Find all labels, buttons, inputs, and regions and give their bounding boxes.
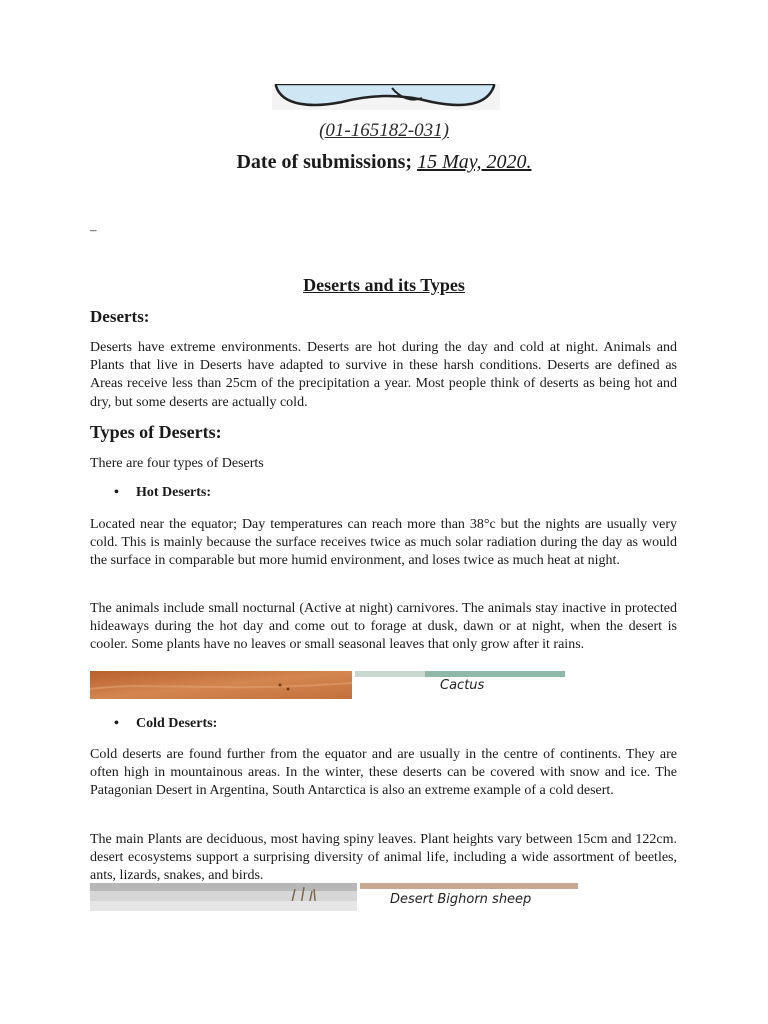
cold-deserts-label: Cold Deserts: (136, 716, 218, 731)
hot-deserts-label: Hot Deserts: (136, 485, 212, 500)
date-label: Date of submissions; (236, 151, 413, 173)
types-heading: Types of Deserts: (90, 422, 222, 442)
cold-desert-snow-image (90, 883, 357, 911)
deserts-heading: Deserts: (90, 307, 150, 326)
submission-date (0, 151, 768, 174)
bullet-icon: • (114, 716, 119, 731)
logo-banner-icon (272, 84, 500, 110)
hot-desert-sand-image (90, 671, 352, 699)
cold-deserts-paragraph-1: Cold deserts are found further from the equator and are usually in the centre of continents. They are often high in mountainous areas. In the winter, these deserts can be covered with snow and ice. The Patagonian Desert in Argentina, South Antarctica is also an extreme example of a cold desert. (90, 747, 677, 799)
types-intro: There are four types of Deserts (90, 456, 264, 471)
stray-dash: – (90, 222, 97, 237)
cactus-image (355, 671, 565, 699)
cactus-caption: Cactus (440, 678, 485, 693)
hot-deserts-bullet (114, 485, 211, 501)
bighorn-sheep-caption: Desert Bighorn sheep (390, 892, 532, 907)
cold-deserts-bullet (114, 716, 217, 732)
document-title: Deserts and its Types (303, 275, 465, 295)
registration-number: (01-165182-031) (319, 120, 449, 141)
university-logo (272, 84, 500, 110)
bullet-icon: • (114, 485, 119, 500)
cold-deserts-paragraph-2: The main Plants are deciduous, most having spiny leaves. Plant heights vary between 15cm and 122cm. desert ecosystems support a surprising diversity of animal life, including a wide assortment of beetles, ants, lizards, snakes, and birds. (90, 832, 677, 884)
hot-deserts-paragraph-1: Located near the equator; Day temperatures can reach more than 38°c but the nights are usually very cold. This is mainly because the surface receives twice as much solar radiation during the day as would the surface in comparable but more humid environment, and loses twice as much heat at night. (90, 517, 677, 569)
bighorn-sheep-image (360, 883, 578, 911)
deserts-paragraph: Deserts have extreme environments. Deserts are hot during the day and cold at night. Animals and Plants that live in Deserts have adapted to survive in these harsh conditions. Deserts are defined as Areas receive less than 25cm of the precipitation a year. Most people think of deserts as being hot and dry, but some deserts are actually cold. (90, 340, 677, 410)
date-value: 15 May, 2020. (417, 151, 532, 173)
hot-deserts-paragraph-2: The animals include small nocturnal (Active at night) carnivores. The animals stay inactive in protected hideaways during the hot day and come out to forage at dusk, dawn or at night, when the desert is cooler. Some plants have no leaves or small seasonal leaves that only grow after it rains. (90, 601, 677, 653)
